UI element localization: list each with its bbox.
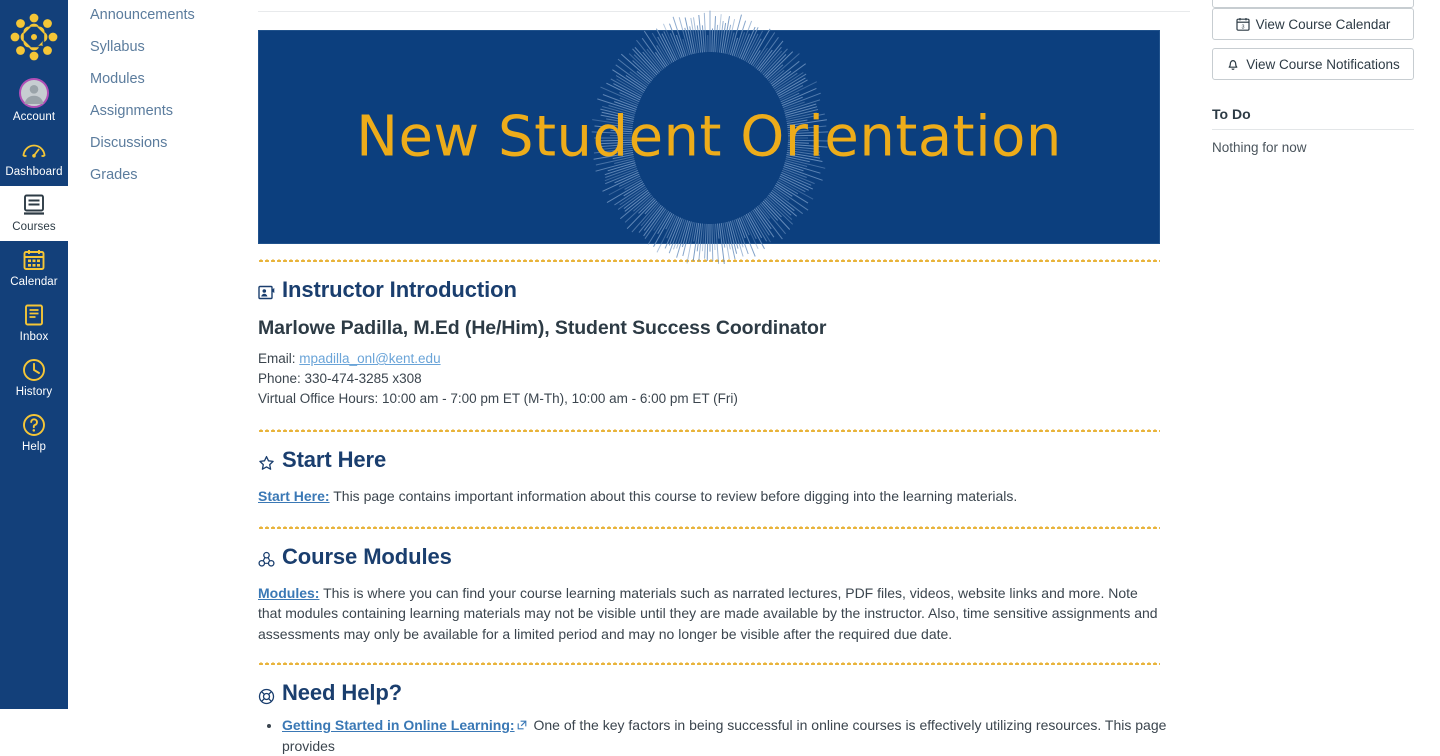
list-item — [90, 160, 248, 192]
content-top-divider — [258, 11, 1190, 12]
course-nav-item-grades[interactable]: Grades — [90, 160, 248, 192]
getting-started-body: One of the key factors in being successful in online courses is effectively utilizing resources. This page provides — [282, 717, 1166, 754]
canvas-logo[interactable] — [7, 10, 61, 64]
nav-item-history[interactable] — [0, 351, 68, 406]
todo-heading: To Do — [1212, 106, 1422, 122]
course-nav-item-announcements[interactable]: Announcements — [90, 0, 248, 32]
nav-item-account[interactable] — [0, 72, 68, 131]
instructor-contact-block — [258, 349, 1198, 409]
section-heading-label: Need Help? — [282, 680, 402, 706]
question-icon — [21, 412, 47, 438]
nav-label-account: Account — [13, 110, 55, 124]
list-item — [90, 96, 248, 128]
todo-divider — [1212, 129, 1414, 130]
nav-item-inbox[interactable] — [0, 296, 68, 351]
instructor-name: Marlowe Padilla, M.Ed (He/Him), Student Success Coordinator — [258, 316, 1198, 340]
course-modules-paragraph — [258, 583, 1160, 645]
calendar-icon — [21, 247, 47, 273]
course-banner-image — [258, 30, 1160, 244]
todo-empty-text: Nothing for now — [1212, 140, 1422, 155]
list-item — [282, 715, 1172, 756]
main-content — [248, 0, 1200, 709]
dashboard-icon — [21, 137, 47, 163]
section-heading-label: Course Modules — [282, 544, 452, 570]
bell-icon — [1226, 57, 1240, 71]
nav-item-dashboard[interactable] — [0, 131, 68, 186]
course-sidebar — [1200, 0, 1440, 709]
nav-label-calendar: Calendar — [10, 275, 57, 289]
instructor-email-link[interactable]: mpadilla_onl@kent.edu — [299, 351, 440, 366]
start-here-body: This page contains important information about this course to review before digging into the learning materials. — [330, 488, 1018, 504]
section-heading-instructor-introduction — [258, 277, 1198, 303]
view-course-calendar-button[interactable] — [1212, 8, 1414, 40]
email-label: Email: — [258, 351, 296, 366]
section-divider — [258, 258, 1160, 262]
course-modules-body: This is where you can find your course learning materials such as narrated lectures, PDF files, videos, website links and more. Note that modules containing learning materials may not be visible until they are made available by the instructor. Also, time sensitive assignments and assessments may only be available for a limited period and may no longer be visible after the required due date. — [258, 585, 1158, 642]
presenter-icon — [258, 282, 275, 299]
clock-icon — [21, 357, 47, 383]
nav-label-dashboard: Dashboard — [5, 165, 62, 179]
course-nav-item-assignments[interactable]: Assignments — [90, 96, 248, 128]
nav-item-calendar[interactable] — [0, 241, 68, 296]
nav-item-courses[interactable] — [0, 186, 68, 241]
lifesaver-icon — [258, 685, 275, 702]
svg-text:3: 3 — [1241, 24, 1244, 30]
banner-title: New Student Orientation — [259, 105, 1159, 170]
need-help-list — [258, 715, 1198, 756]
nav-label-inbox: Inbox — [20, 330, 49, 344]
modules-link[interactable]: Modules: — [258, 585, 319, 601]
section-heading-start-here — [258, 447, 1198, 473]
modules-icon — [258, 548, 275, 565]
list-item — [90, 64, 248, 96]
section-divider — [258, 661, 1160, 665]
course-navigation — [68, 0, 248, 709]
star-icon — [258, 452, 275, 469]
start-here-link[interactable]: Start Here: — [258, 488, 330, 504]
section-heading-course-modules — [258, 544, 1198, 570]
view-course-notifications-label: View Course Notifications — [1246, 57, 1400, 72]
instructor-office-hours-line: Virtual Office Hours: 10:00 am - 7:00 pm ET (M-Th), 10:00 am - 6:00 pm ET (Fri) — [258, 389, 1198, 409]
nav-label-courses: Courses — [12, 220, 56, 234]
section-heading-label: Instructor Introduction — [282, 277, 517, 303]
nav-label-history: History — [16, 385, 52, 399]
nav-item-help[interactable] — [0, 406, 68, 461]
list-item — [90, 32, 248, 64]
calendar-icon — [1236, 17, 1250, 31]
course-nav-item-discussions[interactable]: Discussions — [90, 128, 248, 160]
avatar — [19, 78, 49, 108]
list-item — [90, 128, 248, 160]
view-course-notifications-button[interactable] — [1212, 48, 1414, 80]
start-here-paragraph — [258, 486, 1160, 507]
view-course-calendar-label: View Course Calendar — [1256, 17, 1391, 32]
section-divider — [258, 428, 1160, 432]
sidebar-button-partial[interactable] — [1212, 0, 1414, 8]
instructor-email-line — [258, 349, 1198, 369]
instructor-phone-line: Phone: 330-474-3285 x308 — [258, 369, 1198, 389]
course-nav-item-syllabus[interactable]: Syllabus — [90, 32, 248, 64]
courses-icon — [21, 192, 47, 218]
external-link-icon — [517, 715, 527, 725]
inbox-icon — [21, 302, 47, 328]
global-navigation — [0, 0, 68, 709]
course-nav-item-modules[interactable]: Modules — [90, 64, 248, 96]
nav-label-help: Help — [22, 440, 46, 454]
section-heading-label: Start Here — [282, 447, 386, 473]
getting-started-link[interactable]: Getting Started in Online Learning: — [282, 717, 515, 733]
section-heading-need-help — [258, 680, 1198, 706]
list-item — [90, 0, 248, 32]
course-nav-list — [90, 0, 248, 192]
section-divider — [258, 525, 1160, 529]
